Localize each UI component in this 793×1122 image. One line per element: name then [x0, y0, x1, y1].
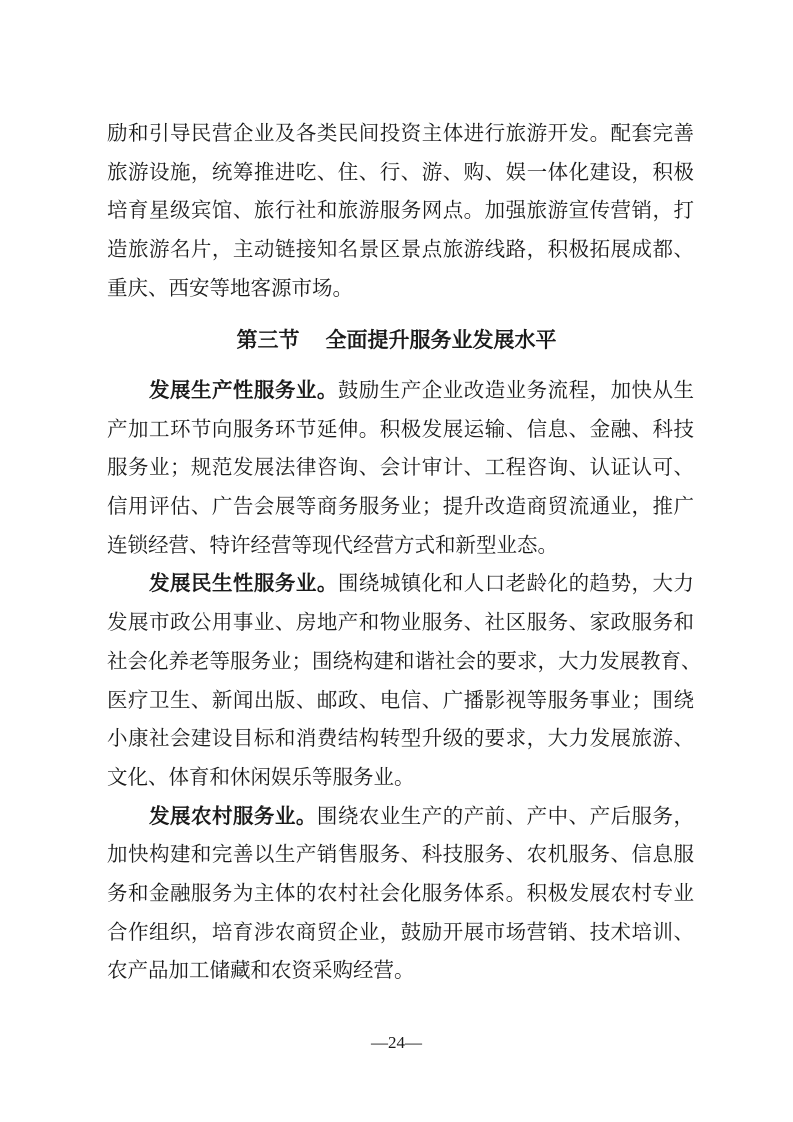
- text-line: 励和引导民营企业及各类民间投资主体进行旅游开发。配套完善: [107, 121, 694, 145]
- text-line: 产加工环节向服务环节延伸。积极发展运输、信息、金融、科技: [107, 416, 694, 441]
- text-line: 小康社会建设目标和消费结构转型升级的要求，大力发展旅游、: [107, 726, 694, 751]
- text-line: 社会化养老等服务业；围绕构建和谐社会的要求，大力发展教育、: [107, 648, 702, 673]
- text-line: [107, 564, 694, 603]
- text-line: 连锁经营、特许经营等现代经营方式和新型业态。: [107, 532, 558, 557]
- text-line: 重庆、西安等地客源市场。: [107, 275, 353, 300]
- paragraph-livelihood-services: [107, 564, 702, 796]
- section-heading: [0, 321, 793, 359]
- text-line: 旅游设施，统筹推进吃、住、行、游、购、娱一体化建设，积极: [107, 159, 694, 184]
- text-line: 农产品加工储藏和农资采购经营。: [107, 958, 415, 983]
- text-line: 造旅游名片，主动链接知名景区景点旅游线路，积极拓展成都、: [107, 237, 694, 262]
- text-line: [107, 371, 694, 410]
- paragraph-lead: 发展生产性服务业。: [149, 378, 338, 402]
- text-span: 围绕城镇化和人口老龄化的趋势，大力: [337, 571, 695, 596]
- text-span: 围绕农业生产的产前、产中、产后服务，: [316, 803, 695, 828]
- paragraph-producer-services: [107, 371, 694, 564]
- text-line: 培育星级宾馆、旅行社和旅游服务网点。加强旅游宣传营销，打: [107, 198, 694, 223]
- text-line: 医疗卫生、新闻出版、邮政、电信、广播影视等服务事业；围绕: [107, 687, 694, 712]
- text-line: [107, 797, 694, 836]
- section-title: 全面提升服务业发展水平: [325, 327, 557, 352]
- text-line: 合作组织，培育涉农商贸企业，鼓励开展市场营销、技术培训、: [107, 919, 694, 944]
- text-line: 文化、体育和休闲娱乐等服务业。: [107, 764, 415, 789]
- intro-paragraph: [107, 114, 694, 307]
- section-number: 第三节: [236, 327, 300, 352]
- body-paragraphs: [107, 371, 702, 990]
- paragraph-lead: 发展民生性服务业。: [149, 571, 338, 596]
- text-line: 加快构建和完善以生产销售服务、科技服务、农机服务、信息服: [107, 842, 694, 867]
- text-span: 鼓励生产企业改造业务流程，加快从生: [337, 378, 695, 402]
- text-line: 发展市政公用事业、房地产和物业服务、社区服务、家政服务和: [107, 610, 694, 635]
- text-line: 信用评估、广告会展等商务服务业；提升改造商贸流通业，推广: [107, 494, 694, 519]
- paragraph-lead: 发展农村服务业。: [149, 803, 317, 828]
- text-line: 务和金融服务为主体的农村社会化服务体系。积极发展农村专业: [107, 880, 694, 905]
- text-line: 服务业；规范发展法律咨询、会计审计、工程咨询、认证认可、: [107, 455, 694, 480]
- page-number: —24—: [371, 1033, 422, 1052]
- paragraph-rural-services: [107, 797, 694, 990]
